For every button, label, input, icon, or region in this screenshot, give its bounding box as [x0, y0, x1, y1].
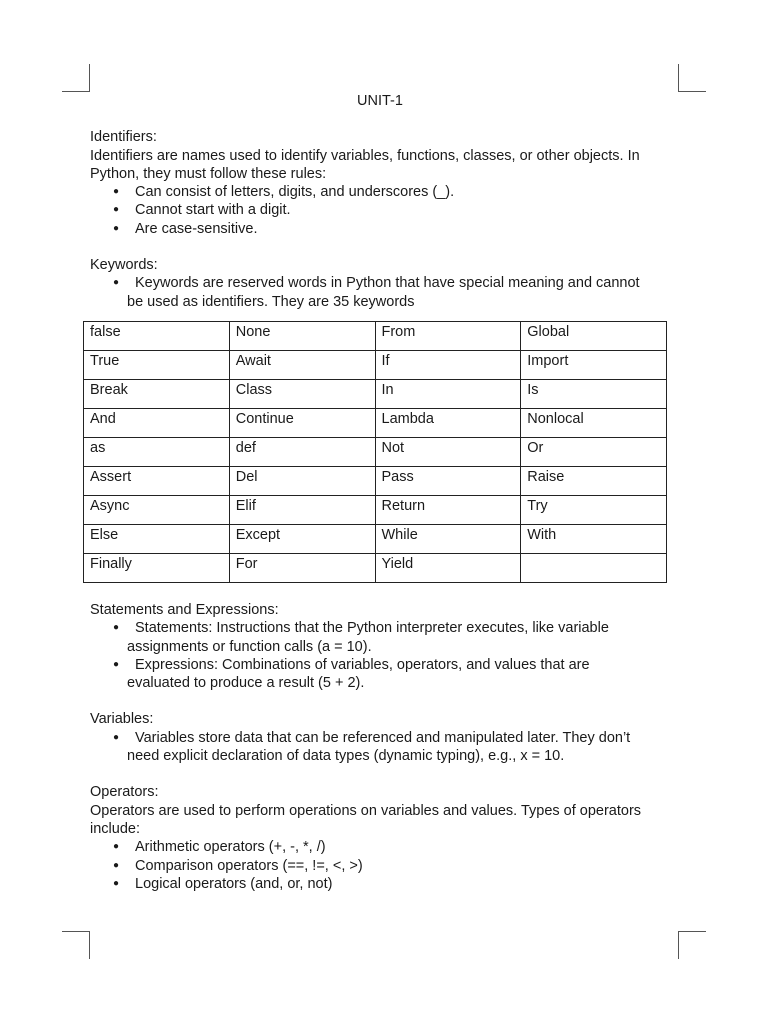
statements-list — [90, 619, 670, 692]
statements-b2-line2: evaluated to produce a result (5 + 2). — [127, 675, 365, 692]
list-item: ● Arithmetic operators (+, -, *, /) — [90, 838, 670, 856]
table-row — [84, 466, 667, 495]
table-row — [84, 495, 667, 524]
table-cell: Class — [229, 379, 375, 408]
table-cell: From — [375, 321, 521, 350]
table-row — [84, 524, 667, 553]
table-cell: Return — [375, 495, 521, 524]
table-cell: In — [375, 379, 521, 408]
table-cell: Try — [521, 495, 667, 524]
crop-mark-bottom-right — [678, 931, 706, 959]
operators-heading: Operators: — [90, 784, 159, 801]
table-cell: And — [84, 408, 230, 437]
keywords-list — [90, 274, 670, 311]
table-cell: True — [84, 350, 230, 379]
table-cell: Raise — [521, 466, 667, 495]
table-row — [84, 408, 667, 437]
table-cell: Nonlocal — [521, 408, 667, 437]
table-cell: Yield — [375, 553, 521, 582]
variables-b1-line1: Variables store data that can be referenced and manipulated later. They don’t — [135, 729, 631, 746]
operators-intro: Operators are used to perform operations on variables and values. Types of operators include: — [90, 802, 642, 837]
page-title: UNIT-1 — [357, 93, 403, 109]
crop-mark-top-left — [62, 64, 90, 92]
table-cell: Del — [229, 466, 375, 495]
list-item: ● Logical operators (and, or, not) — [90, 875, 670, 893]
table-cell: Lambda — [375, 408, 521, 437]
table-cell: Await — [229, 350, 375, 379]
table-cell — [521, 553, 667, 582]
table-cell: While — [375, 524, 521, 553]
table-row — [84, 379, 667, 408]
keywords-table — [83, 321, 667, 583]
keywords-section — [90, 256, 670, 311]
table-row — [84, 350, 667, 379]
keywords-bullet-line2: be used as identifiers. They are 35 keywords — [127, 293, 415, 310]
table-cell: Assert — [84, 466, 230, 495]
operators-list — [90, 838, 670, 893]
variables-section — [90, 710, 670, 765]
table-cell: as — [84, 437, 230, 466]
document-page — [90, 92, 670, 911]
list-item — [90, 274, 670, 311]
table-row — [84, 321, 667, 350]
table-cell: Continue — [229, 408, 375, 437]
statements-heading: Statements and Expressions: — [90, 601, 279, 618]
table-cell: def — [229, 437, 375, 466]
list-item — [90, 656, 670, 693]
list-item: ● Are case-sensitive. — [90, 220, 670, 238]
variables-list — [90, 729, 670, 766]
table-cell: Elif — [229, 495, 375, 524]
table-cell: Not — [375, 437, 521, 466]
table-cell: For — [229, 553, 375, 582]
table-cell: Import — [521, 350, 667, 379]
identifiers-heading: Identifiers: — [90, 129, 157, 146]
table-cell: Or — [521, 437, 667, 466]
keywords-bullet-line1: Keywords are reserved words in Python that have special meaning and cannot — [135, 275, 640, 292]
keywords-heading: Keywords: — [90, 257, 158, 274]
identifiers-intro: Identifiers are names used to identify variables, functions, classes, or other objects. In Python, they must follow these rules: — [90, 147, 640, 182]
table-cell: Pass — [375, 466, 521, 495]
statements-section — [90, 601, 670, 692]
operators-section — [90, 783, 670, 893]
list-item — [90, 619, 670, 656]
table-cell: Is — [521, 379, 667, 408]
crop-mark-top-right — [678, 64, 706, 92]
table-cell: Async — [84, 495, 230, 524]
list-item: ● Comparison operators (==, !=, <, >) — [90, 857, 670, 875]
table-cell: Else — [84, 524, 230, 553]
identifiers-section — [90, 128, 670, 238]
table-cell: Break — [84, 379, 230, 408]
statements-b1-line2: assignments or function calls (a = 10). — [127, 638, 372, 655]
table-cell: false — [84, 321, 230, 350]
statements-b2-line1: Expressions: Combinations of variables, operators, and values that are — [135, 656, 590, 673]
table-cell: Global — [521, 321, 667, 350]
variables-heading: Variables: — [90, 711, 154, 728]
table-cell: Except — [229, 524, 375, 553]
list-item: ● Cannot start with a digit. — [90, 201, 670, 219]
table-cell: With — [521, 524, 667, 553]
list-item — [90, 729, 670, 766]
list-item: ● Can consist of letters, digits, and underscores (_). — [90, 183, 670, 201]
table-cell: None — [229, 321, 375, 350]
variables-b1-line2: need explicit declaration of data types (dynamic typing), e.g., x = 10. — [127, 748, 565, 765]
table-row — [84, 553, 667, 582]
identifiers-rules-list — [90, 183, 670, 238]
statements-b1-line1: Statements: Instructions that the Python interpreter executes, like variable — [135, 620, 609, 637]
table-row — [84, 437, 667, 466]
crop-mark-bottom-left — [62, 931, 90, 959]
table-cell: If — [375, 350, 521, 379]
table-cell: Finally — [84, 553, 230, 582]
